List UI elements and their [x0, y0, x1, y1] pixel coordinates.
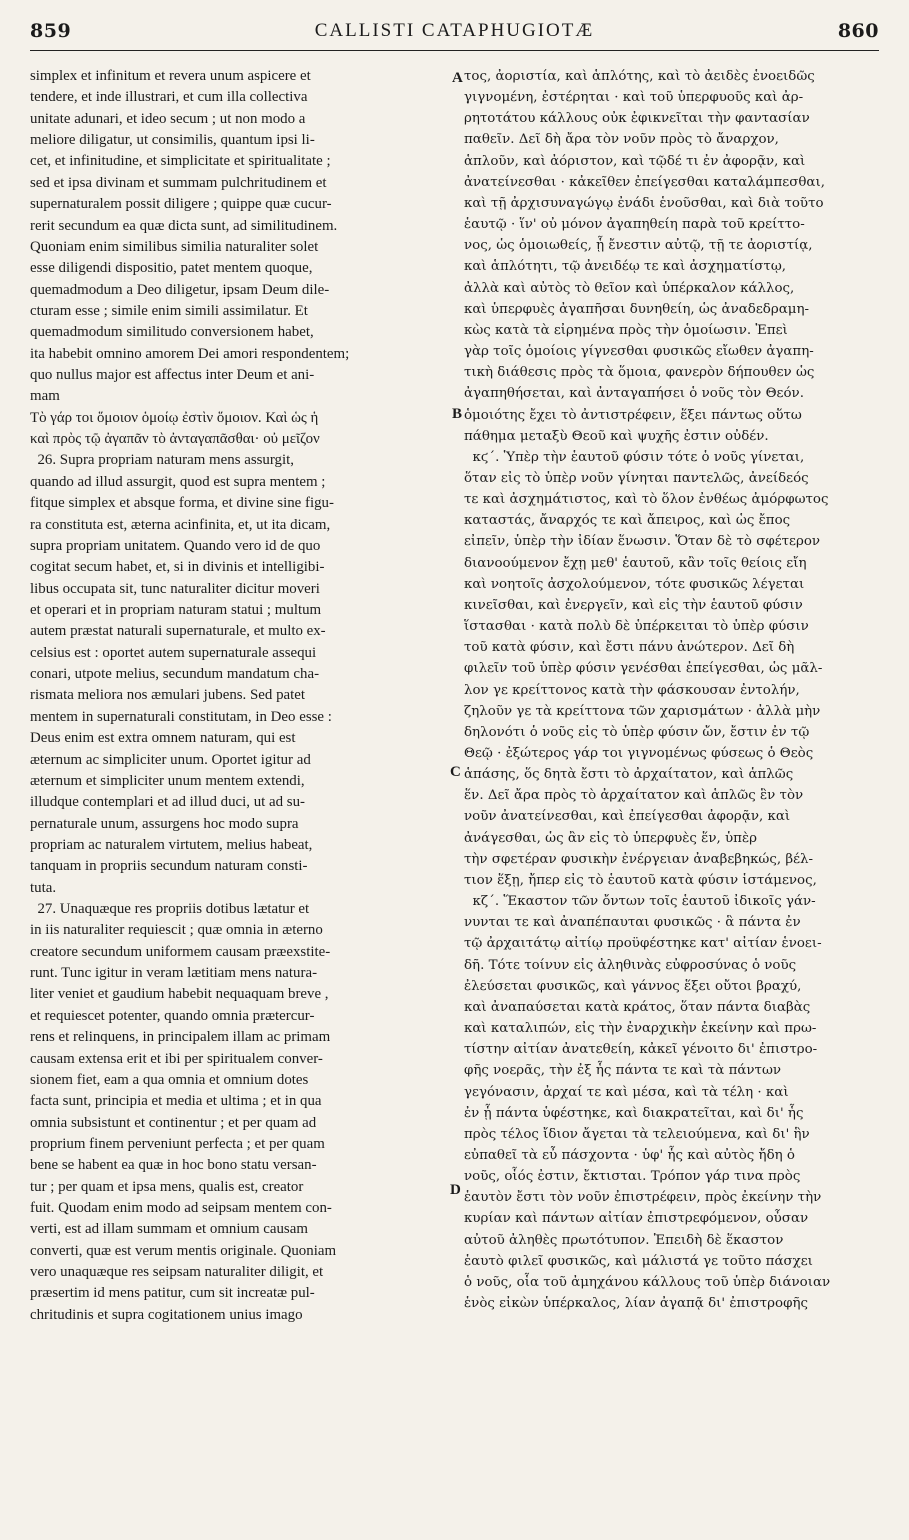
page-number-left: 859	[30, 20, 72, 42]
running-title: CALLISTI CATAPHUGIOTÆ	[314, 20, 595, 41]
greek-text-column: τος, ἀοριστία, καὶ ἁπλότης, καὶ τὸ ἀειδὲς ἑνοειδῶς γιγνομένη, ἐστέρηται · καὶ τοῦ ὑπερφυοῦς καὶ ἀρ- ρητοτάτου κάλλους οὐκ ἐφικνεῖται τὴν φαντασίαν παθεῖν. Δεῖ δὴ ἄρα τὸν νοῦν πρὸς τὸ ἄναρχον, ἁπλοῦν, καὶ ἀόριστον, καὶ τῷδέ τι ἐν ἀφορᾷν, καὶ ἀνατείνεσθαι · κἀκεῖθεν ἐπείγεσθαι καταλάμπεσθαι, καὶ τῇ ἀρχισυναγώγῳ ἐνάδι ἑνοῦσθαι, καὶ διὰ τοῦτο ἑαυτῷ · ἵν' οὐ μόνον ἀγαπηθείη παρὰ τοῦ κρείττο- νος, ὡς ὁμοιωθείς, ᾗ ἔνεστιν αὐτῷ, τῇ τε ἀοριστίᾳ, καὶ ἁπλότητι, τῷ ἀνειδέῳ τε καὶ ἀσχηματίστῳ, ἀλλὰ καὶ αὐτὸς τὸ θεῖον καὶ ὑπέρκαλον κάλλος, καὶ ὑπερφυὲς ἀγαπῆσαι δυνηθείη, ὡς ἀναδεδραμη- κὼς κατὰ τὰ εἰρημένα πρὸς τὴν ὁμοίωσιν. Ἐπεὶ γὰρ τοῖς ὁμοίοις γίγνεσθαι φυσικῶς εἴωθεν ἀγαπη- τικὴ διάθεσις πρὸς τὰ ὅμοια, φανερὸν δήπουθεν ὡς ἀγαπηθήσεται, καὶ ἀνταγαπήσει ὁ νοῦς τὸν Θεόν. ὁμοιότης ἔχει τὸ ἀντιστρέφειν, ἕξει πάντως οὕτω πάθημα μεταξὺ Θεοῦ καὶ ψυχῆς ἐστιν οὐδέν. κϛ΄. Ὑπὲρ τὴν ἑαυτοῦ φύσιν τότε ὁ νοῦς γίνεται, ὅταν εἰς τὸ ὑπὲρ νοῦν γίνηται παντελῶς, ἀνείδεός τε καὶ ἀσχημάτιστος, καὶ τὸ ὅλον ἐνθέως ἀμόρφωτος καταστάς, ἄναρχός τε καὶ ἄπειρος, καὶ ὡς ἔπος εἰπεῖν, ὑπὲρ τὴν ἰδίαν ἕνωσιν. Ὅταν δὲ τὸ σφέτερον διανοούμενον ἔχῃ μεθ' ἑαυτοῦ, κἂν τοῖς θείοις εἴη καὶ νοητοῖς ἀσχολούμενον, τότε φυσικῶς λέγεται κινεῖσθαι, καὶ ἐνεργεῖν, καὶ εἰς τὴν ἑαυτοῦ φύσιν ἵστασθαι · κατὰ πολὺ δὲ ὑπέρκειται τὸ ὑπὲρ φύσιν τοῦ κατὰ φύσιν, καὶ ἔστι πάνυ ἀνώτερον. Δεῖ δὴ φιλεῖν τοῦ ὑπὲρ φύσιν γενέσθαι ἐπείγεσθαι, ὡς μᾶλ- λον γε κρείττονος κατὰ τὴν φάσκουσαν ἐντολήν, ζηλοῦν γε τὰ κρείττονα τῶν χαρισμάτων · ἀλλὰ μὴν δηλονότι ὁ νοῦς εἰς τὸ ὑπὲρ φύσιν ὤν, ἔστιν ἐν τῷ Θεῷ · ἐξώτερος γάρ τοι γιγνομένως φύσεως ὁ Θεὸς ἁπάσης, ὅς δητὰ ἔστι τὸ ἀρχαίτατον, καὶ ἁπλῶς ἕν. Δεῖ ἄρα πρὸς τὸ ἀρχαίτατον καὶ ἁπλῶς ἓν τὸν νοῦν ἀνατείνεσθαι, καὶ ἐπείγεσθαι ἀφορᾷν, καὶ ἀνάγεσθαι, ὡς ἂν εἰς τὸ ὑπερφυὲς ἕν, ὑπὲρ τὴν σφετέραν φυσικὴν ἐνέργειαν ἀναβεβηκώς, βέλ- τιον ἕξῃ, ἤπερ εἰς τὸ ἑαυτοῦ κατὰ φύσιν ἱστάμενος, κζ΄. Ἕκαστον τῶν ὄντων τοῖς ἑαυτοῦ ἰδικοῖς γάν- νυνται τε καὶ ἀναπέπαυται φυσικῶς · ἃ πάντα ἐν τῷ ἀρχαιτάτῳ αἰτίῳ προϋφέστηκε κατ' αἰτίαν ἑνοει- δῆ. Τότε τοίνυν εἰς ἀληθινὰς εὐφροσύνας ὁ νοῦς ἐλεύσεται φυσικῶς, καὶ γάννος ἕξει οὔτοι βραχύ, καὶ ἀναπαύσεται κατὰ κράτος, ὅταν πάντα διαβὰς καὶ καταλιπών, εἰς τὴν ἐναρχικὴν ἐκείνην καὶ πρω- τίστην αἰτίαν ἀνατεθείη, κἀκεῖ γένοιτο δι' ἐπιστρο- φῆς νοερᾶς, τὴν ἐξ ἧς πάντα τε καὶ τὰ πάντων γεγόνασιν, ἀρχαί τε καὶ μέσα, καὶ τὰ τέλη · καὶ ἐν ᾗ πάντα ὑφέστηκε, καὶ διακρατεῖται, καὶ δι' ἧς πρὸς τέλος ἴδιον ἄγεται τὰ τελειούμενα, καὶ δι' ἣν εὐπαθεῖ τὰ εὖ πάσχοντα · ὑφ' ἧς καὶ αὐτὸς ἤδη ὁ νοῦς, οἷός ἐστιν, ἔκτισται. Τρόπον γάρ τινα πρὸς ἑαυτὸν ἔστι τὸν νοῦν ἐπιστρέφειν, πρὸς ἐκείνην τὴν κυρίαν καὶ πάντων αἰτίαν ἐπιστρεφόμενον, οὖσαν αὐτοῦ ἀληθὲς πρωτότυπον. Ἐπειδὴ δὲ ἕκαστον ἑαυτὸ φιλεῖ φυσικῶς, καὶ μάλιστά γε τοῦτο πάσχει ὁ νοῦς, οἷα τοῦ ἀμηχάνου κάλλους τοῦ ὑπὲρ διάνοιαν ἑνὸς εἰκὼν ὑπέρκαλος, λίαν ἀγαπᾷ δι' ἐπιστροφῆς	[464, 69, 831, 1312]
margin-letter-b: B	[452, 406, 463, 422]
margin-letter-c: C	[450, 764, 461, 780]
running-header	[30, 10, 879, 51]
margin-letter-d: D	[450, 1182, 461, 1198]
latin-text-column: simplex et infinitum et revera unum aspicere et tendere, et inde illustrari, et cum illa collectiva unitate adunari, et ideo secum ; ut non modo a meliore diligatur, ut consimilis, quantum ipsi li- cet, et infinitudine, et simplicitate et spiritualitate ; sed et ipsa divinam et summam pulchritudinem et supernaturalem possit diligere ; quippe quæ cucur- rerit secundum ea quæ dicta sunt, ad similitudinem. Quoniam enim similibus similia naturaliter solet esse diligendi dispositio, patet mentem quoque, quemadmodum a Deo diligetur, ipsam Deum dile- cturam esse ; simile enim simili assimilatur. Et quemadmodum similitudo conversionem habet, ita habebit omnino amorem Dei amori respondentem; quo nullus major est affectus inter Deum et ani- mam Τὸ γάρ τοι ὅμοιον ὁμοίῳ ἐστὶν ὅμοιον. Καὶ ὡς ἡ καὶ πρὸς τῷ ἀγαπᾶν τὸ ἀνταγαπᾶσθαι· οὐ μεῖζον 26. Supra propriam naturam mens assurgit, quando ad illud assurgit, quod est supra mentem ; fitque simplex et absque forma, et divine sine figu- ra constituta est, æterna acinfinita, et, ut ita dicam, supra propriam unitatem. Quando vero id de quo cogitat secum habet, et, si in divinis et intelligibi- libus occupata sit, tunc naturaliter dicitur moveri et operari et in propriam naturam statui ; multum autem præstat naturali supernaturale, et multo ex- celsius est : oportet autem supernaturale assequi conari, utpote melius, secundum mandatum cha- rismata meliora nos æmulari jubens. Sed patet mentem in supernaturali constitutam, in Deo esse : Deus enim est extra omnem naturam, qui est æternum ac simpliciter unum. Oportet igitur ad æternum et simpliciter unum mentem extendi, illudque contemplari et ad illud duci, ut ad su- pernaturale unum, assurgens hoc modo supra propriam ac naturalem virtutem, melius habeat, tanquam in propriis secundum naturam consti- tuta. 27. Unaquæque res propriis dotibus lætatur et in iis naturaliter requiescit ; quæ omnia in æterno creatore secundum uniformem causam præexstite- runt. Tunc igitur in veram lætitiam mens natura- liter veniet et gaudium habebit nequaquam breve , et requiescet potenter, quando omnia prætercur- rens et relinquens, in principalem illam ac primam causam extensa erit et ibi per spiritualem conver- sionem fiet, eam a qua omnia et omnium dotes facta sunt, principia et media et ultima ; et in qua omnia subsistunt et continentur ; et per quam ad proprium finem perveniunt perfecta ; et per quam bene se habent ea quæ in hoc bono statu versan- tur ; per quam et ipsa mens, qualis est, creator fuit. Quodam enim modo ad seipsam mentem con- verti, est ad illam summam et omnium causam converti, quæ est verum mentis originale. Quoniam vero unaquæque res seipsam naturaliter diligit, et præsertim id mens patitur, cum sit increatæ pul- chritudinis et supra cogitationem unius imago	[30, 68, 350, 1323]
margin-letter-a: A	[452, 70, 463, 86]
page-number-right: 860	[837, 20, 879, 42]
